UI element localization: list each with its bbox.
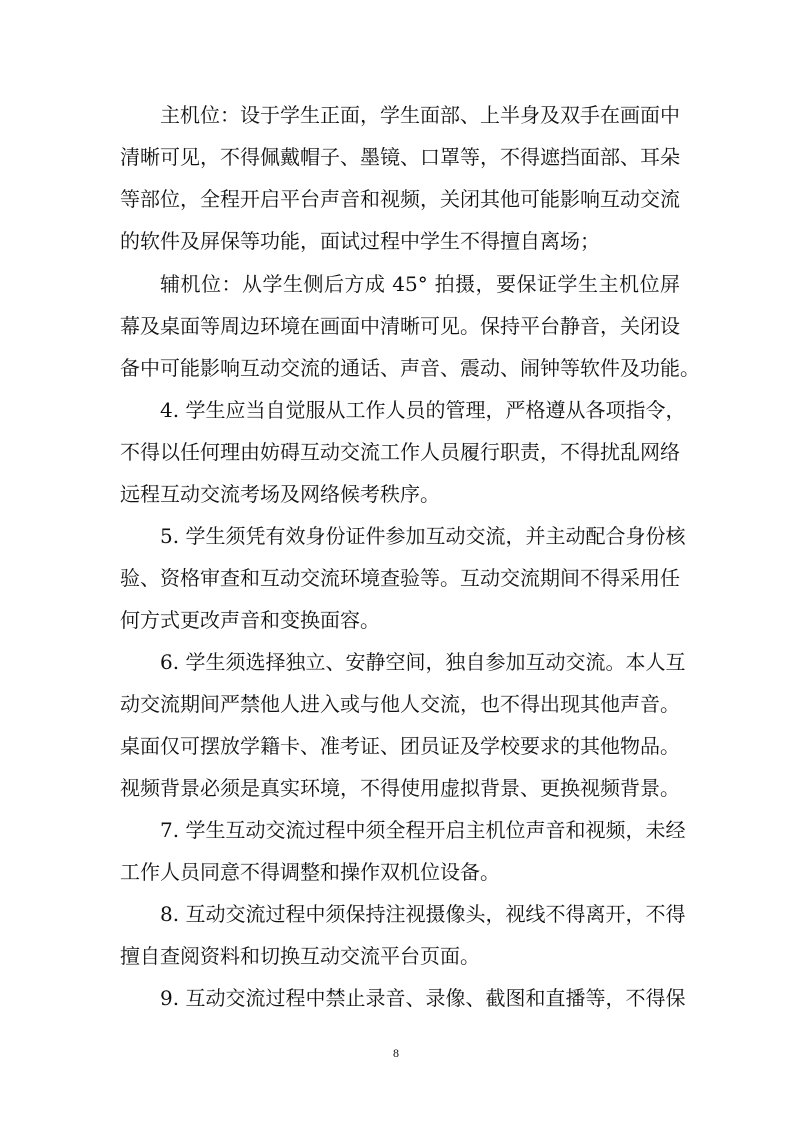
paragraph-5-line-1: 6. 学生须选择独立、安静空间，独自参加互动交流。本人互 [160,650,686,674]
paragraph-5-line-3: 桌面仅可摆放学籍卡、准考证、团员证及学校要求的其他物品。 [120,734,680,758]
paragraph-6-line-2: 工作人员同意不得调整和操作双机位设备。 [120,860,500,884]
paragraph-1-line-1: 主机位：设于学生正面，学生面部、上半身及双手在画面中 [160,103,680,127]
paragraph-4-line-3: 何方式更改声音和变换面容。 [120,608,380,632]
paragraph-1-line-3: 等部位，全程开启平台声音和视频，关闭其他可能影响互动交流 [120,187,680,211]
page-number: 8 [393,1046,399,1060]
paragraph-2-line-1: 辅机位：从学生侧后方成 45° 拍摄，要保证学生主机位屏 [160,272,680,296]
paragraph-3-line-2: 不得以任何理由妨碍互动交流工作人员履行职责，不得扰乱网络 [120,440,680,464]
paragraph-4-line-1: 5. 学生须凭有效身份证件参加互动交流，并主动配合身份核 [160,524,686,548]
paragraph-1-line-2: 清晰可见，不得佩戴帽子、墨镜、口罩等，不得遮挡面部、耳朵 [120,145,680,169]
paragraph-4-line-2: 验、资格审查和互动交流环境查验等。互动交流期间不得采用任 [120,566,680,590]
paragraph-1-line-4: 的软件及屏保等功能，面试过程中学生不得擅自离场； [120,229,600,253]
paragraph-5-line-4: 视频背景必须是真实环境，不得使用虚拟背景、更换视频背景。 [120,776,680,800]
paragraph-7-line-2: 擅自查阅资料和切换互动交流平台页面。 [120,944,480,968]
paragraph-5-line-2: 动交流期间严禁他人进入或与他人交流，也不得出现其他声音。 [120,692,680,716]
paragraph-2-line-3: 备中可能影响互动交流的通话、声音、震动、闹钟等软件及功能。 [120,356,700,380]
paragraph-7-line-1: 8. 互动交流过程中须保持注视摄像头，视线不得离开，不得 [160,902,686,926]
paragraph-3-line-1: 4. 学生应当自觉服从工作人员的管理，严格遵从各项指令， [160,398,686,422]
paragraph-2-line-2: 幕及桌面等周边环境在画面中清晰可见。保持平台静音，关闭设 [120,314,680,338]
paragraph-6-line-1: 7. 学生互动交流过程中须全程开启主机位声音和视频，未经 [160,818,686,842]
paragraph-3-line-3: 远程互动交流考场及网络候考秩序。 [120,482,440,506]
paragraph-8-line-1: 9. 互动交流过程中禁止录音、录像、截图和直播等，不得保 [160,986,686,1010]
